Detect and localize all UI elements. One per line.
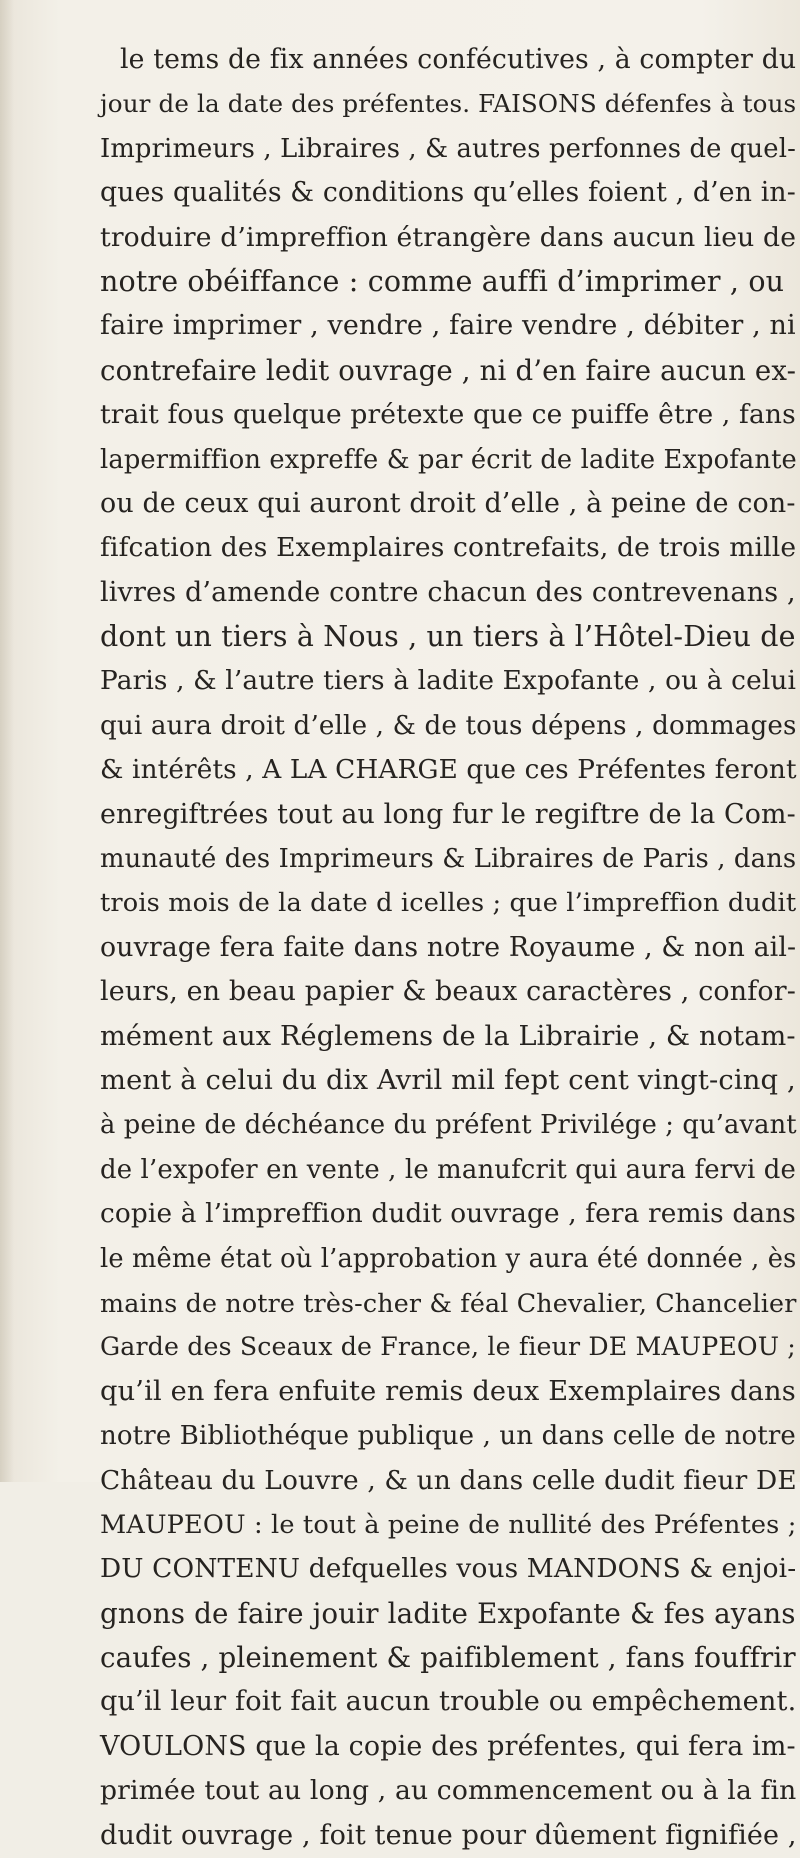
text-line: à peine de déchéance du préfent Privilége ; qu’avant bbox=[100, 1110, 797, 1141]
text-line: Château du Louvre , & un dans celle dudit fieur DE bbox=[100, 1464, 797, 1496]
text-line: le même état où l’approbation y aura été donnée , ès bbox=[100, 1243, 797, 1274]
text-line: fifcation des Exemplaires contrefaits, de trois mille bbox=[100, 532, 797, 564]
text-line: ment à celui du dix Avril mil fept cent vingt-cinq , bbox=[100, 1064, 796, 1096]
text-line: & intérêts , A LA CHARGE que ces Préfentes feront bbox=[100, 755, 797, 786]
text-line: Garde des Sceaux de France, le fieur DE MAUPEOU ; bbox=[100, 1332, 796, 1362]
text-line: notre Bibliothéque publique , un dans celle de notre bbox=[100, 1421, 796, 1452]
text-line: mains de notre très-cher & féal Chevalier, Chancelier bbox=[100, 1287, 797, 1318]
text-line: qu’il en fera enfuite remis deux Exemplaires dans bbox=[100, 1375, 796, 1407]
text-line: trois mois de la date d icelles ; que l’impreffion dudit bbox=[100, 888, 797, 919]
text-line: dudit ouvrage , foit tenue pour dûement fignifiée , bbox=[100, 1819, 797, 1851]
text-line: notre obéiffance : comme auffi d’imprimer , ou bbox=[100, 264, 785, 298]
text-line: caufes , pleinement & paifiblement , fans fouffrir bbox=[100, 1641, 796, 1675]
text-line: lapermiffion expreffe & par écrit de ladite Expofante bbox=[100, 444, 797, 475]
text-line: leurs, en beau papier & beaux caractères , confor- bbox=[100, 976, 796, 1008]
text-line: contrefaire ledit ouvrage , ni d’en faire aucun ex- bbox=[100, 353, 797, 387]
text-line: munauté des Imprimeurs & Libraires de Paris , dans bbox=[100, 844, 797, 875]
text-line: dont un tiers à Nous , un tiers à l’Hôtel-Dieu de bbox=[100, 620, 796, 654]
text-line: ou de ceux qui auront droit d’elle , à peine de con- bbox=[100, 487, 796, 519]
text-line: faire imprimer , vendre , faire vendre , débiter , ni bbox=[100, 310, 796, 342]
text-line: MAUPEOU : le tout à peine de nullité des Préfentes ; bbox=[100, 1509, 797, 1540]
text-line: DU CONTENU defquelles vous MANDONS & enjoi- bbox=[100, 1554, 797, 1585]
text-line: troduire d’impreffion étrangère dans aucun lieu de bbox=[100, 221, 797, 253]
text-line: trait fous quelque prétexte que ce puiffe être , fans bbox=[100, 399, 796, 431]
text-line: jour de la date des préfentes. FAISONS défenfes à tous bbox=[100, 89, 797, 119]
text-line: copie à l’impreffion dudit ouvrage , fera remis dans bbox=[100, 1199, 796, 1230]
text-line: le tems de fix années confécutives , à compter du bbox=[120, 44, 797, 75]
text-line: de l’expofer en vente , le manufcrit qui aura fervi de bbox=[100, 1154, 796, 1185]
text-line: gnons de faire jouir ladite Expofante & fes ayans bbox=[100, 1596, 796, 1630]
text-line: Paris , & l’autre tiers à ladite Expofante , ou à celui bbox=[100, 666, 797, 697]
text-line: ouvrage fera faite dans notre Royaume , & non ail- bbox=[100, 931, 797, 963]
page-gutter-shadow bbox=[0, 0, 14, 1482]
text-line: livres d’amende contre chacun des contrevenans , bbox=[100, 576, 796, 608]
text-line: VOULONS que la copie des préfentes, qui fera im- bbox=[100, 1730, 796, 1762]
text-line: enregiftrées tout au long fur le regiftre de la Com- bbox=[100, 798, 796, 830]
text-line: primée tout au long , au commencement ou à la fin bbox=[100, 1775, 797, 1807]
text-line: qu’il leur foit fait aucun trouble ou empêchement. bbox=[100, 1686, 797, 1718]
body-text bbox=[100, 38, 800, 1858]
text-line: qui aura droit d’elle , & de tous dépens , dommages bbox=[100, 710, 797, 741]
text-line: mément aux Réglemens de la Librairie , & notam- bbox=[100, 1020, 796, 1052]
text-line: ques qualités & conditions qu’elles foient , d’en in- bbox=[100, 177, 796, 209]
text-line: Imprimeurs , Libraires , & autres perfonnes de quel- bbox=[100, 133, 796, 164]
